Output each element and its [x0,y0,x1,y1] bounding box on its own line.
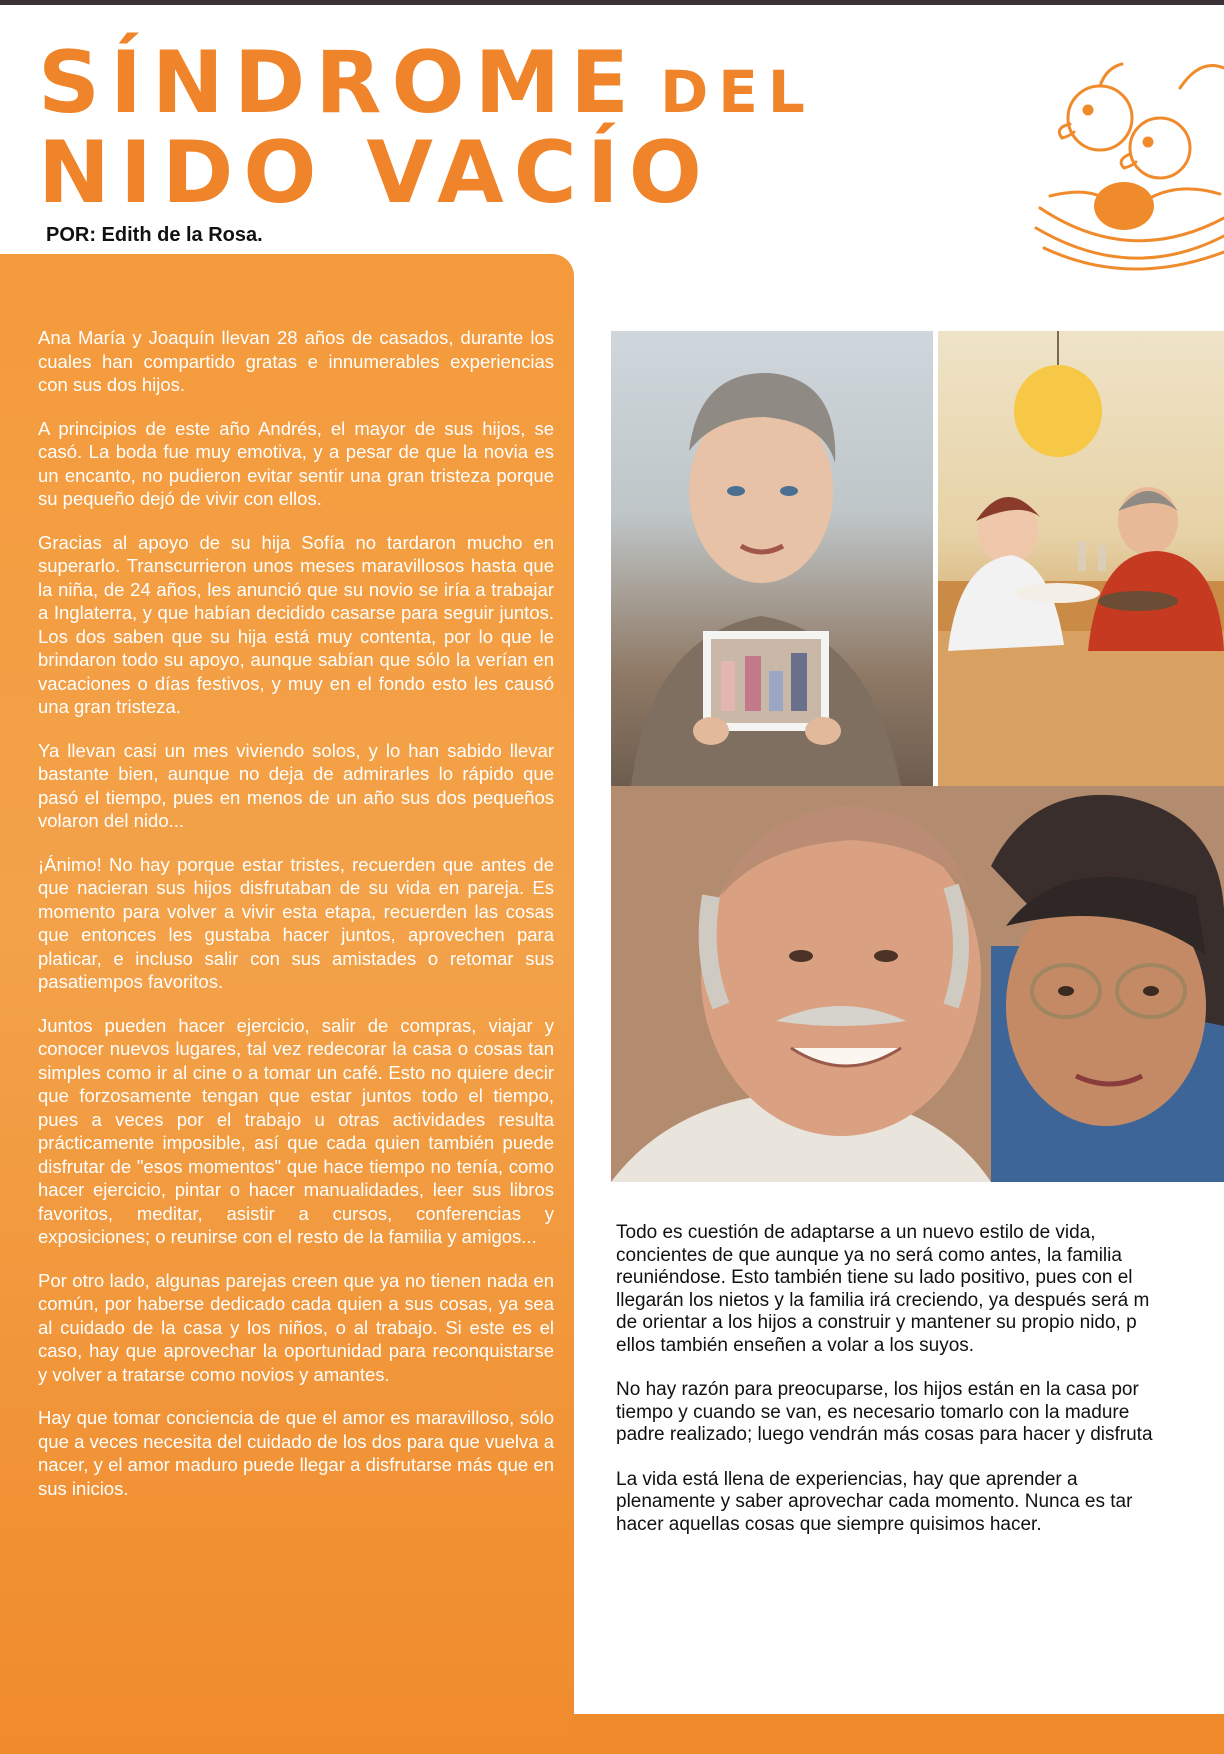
article-body-left [38,326,554,1520]
text-line: de orientar a los hijos a construir y mantener su propio nido, p [616,1312,1137,1333]
text-line: reuniéndose. Esto también tiene su lado positivo, pues con el [616,1267,1133,1288]
bottom-accent-bar [574,1714,1224,1754]
text-line: concientes de que aunque ya no será como antes, la familia [616,1244,1122,1266]
text-line: tiempo y cuando se van, es necesario tomarlo con la madure [616,1401,1130,1423]
text-line: padre realizado; luego vendrán más cosas para hacer y disfruta [616,1424,1153,1445]
article-body-right [616,1222,1224,1558]
paragraph: ¡Ánimo! No hay porque estar tristes, recuerden que antes de que nacieran sus hijos disfrutaban de su vida en pareja. Es momento para volver a vivir esta etapa, recuerden las cosas que entonces les gustaba hacer juntos, aprovechen para platicar, e incluso salir con sus amistades o retomar sus pasatiempos favoritos. [38,853,554,992]
bird-nest-icon [1030,28,1224,278]
paragraph [616,1469,1224,1537]
photo-woman-holding-family-picture [611,331,933,786]
text-line: La vida está llena de experiencias, hay que aprender a [616,1468,1078,1490]
text-line: hacer aquellas cosas que siempre quisimos hacer. [616,1513,1042,1535]
paragraph: Juntos pueden hacer ejercicio, salir de compras, viajar y conocer nuevos lugares, tal vez redecorar la casa o cosas tan simples como ir al cine o a tomar un café. Esto no quiere decir que forzosamente tengan que estar juntos todo el tiempo, pues a veces por el trabajo u otras actividades resulta prácticamente imposible, así que cada quien también puede disfrutar de "esos momentos" que hace tiempo no tenía, como hacer ejercicio, pintar o hacer manualidades, leer sus libros favoritos, meditar, asistir a cursos, conferencias y exposiciones; o reunirse con el resto de la familia y amigos... [38,1014,554,1247]
title-word-del: DEL [660,58,815,126]
text-line: Todo es cuestión de adaptarse a un nuevo estilo de vida, [616,1222,1096,1243]
paragraph: Ana María y Joaquín llevan 28 años de casados, durante los cuales han compartido gratas e innumerables experiencias con sus dos hijos. [38,327,554,395]
title-line-2: NIDO VACÍO [38,123,712,223]
title-line-1 [38,33,815,133]
top-rule [0,0,1224,5]
paragraph: A principios de este año Andrés, el mayor de sus hijos, se casó. La boda fue muy emotiva, y a pesar de que la novia es un encanto, no pudieron evitar sentir una gran tristeza porque su pequeño dejó de vivir con ellos. [38,417,554,509]
paragraph: Gracias al apoyo de su hija Sofía no tardaron mucho en superarlo. Transcurrieron unos meses maravillosos hasta que la niña, de 24 años, les anunció que su novio se iría a trabajar a Inglaterra, y que habían decidido casarse para seguir juntos. Los dos saben que su hija está muy contenta, por lo que le brindaron todo su apoyo, aunque sabían que sólo la verían en vacaciones o días festivos, y muy en el fondo esto les causó una gran tristeza. [38,531,554,717]
photo-smiling-older-couple [611,786,1224,1182]
paragraph [616,1379,1224,1447]
text-line: llegarán los nietos y la familia irá creciendo, ya después será m [616,1289,1150,1311]
byline: POR: Edith de la Rosa. [46,224,263,246]
text-line: ellos también enseñen a volar a los suyos. [616,1334,975,1356]
article-title [38,33,815,223]
photo-couple-illustration [611,786,1224,1182]
paragraph [616,1222,1224,1357]
photo-woman-illustration [611,331,933,786]
text-line: No hay razón para preocuparse, los hijos están en la casa por [616,1379,1139,1400]
paragraph: Por otro lado, algunas parejas creen que ya no tienen nada en común, por haberse dedicado cada quien a sus cosas, ya sea al cuidado de la casa y los niños, o al trabajo. Si este es el caso, hay que aprovechar la oportunidad para reconquistarse y volver a tratarse como novios y amantes. [38,1269,554,1385]
paragraph: Hay que tomar conciencia de que el amor es maravilloso, sólo que a veces necesita del cuidado de los dos para que vuelva a nacer, y el amor maduro puede llegar a disfrutarse más que en sus inicios. [38,1407,554,1499]
photo-dinner-illustration [938,331,1224,786]
paragraph: Ya llevan casi un mes viviendo solos, y lo han sabido llevar bastante bien, aunque no deja de admirarles lo rápido que pasó el tiempo, pues en menos de un año sus dos pequeños volaron del nido... [38,739,554,831]
title-word-sindrome: SÍNDROME [38,33,639,133]
text-line: plenamente y saber aprovechar cada momento. Nunca es tar [616,1491,1133,1512]
photo-couple-dinner-toast [938,331,1224,786]
